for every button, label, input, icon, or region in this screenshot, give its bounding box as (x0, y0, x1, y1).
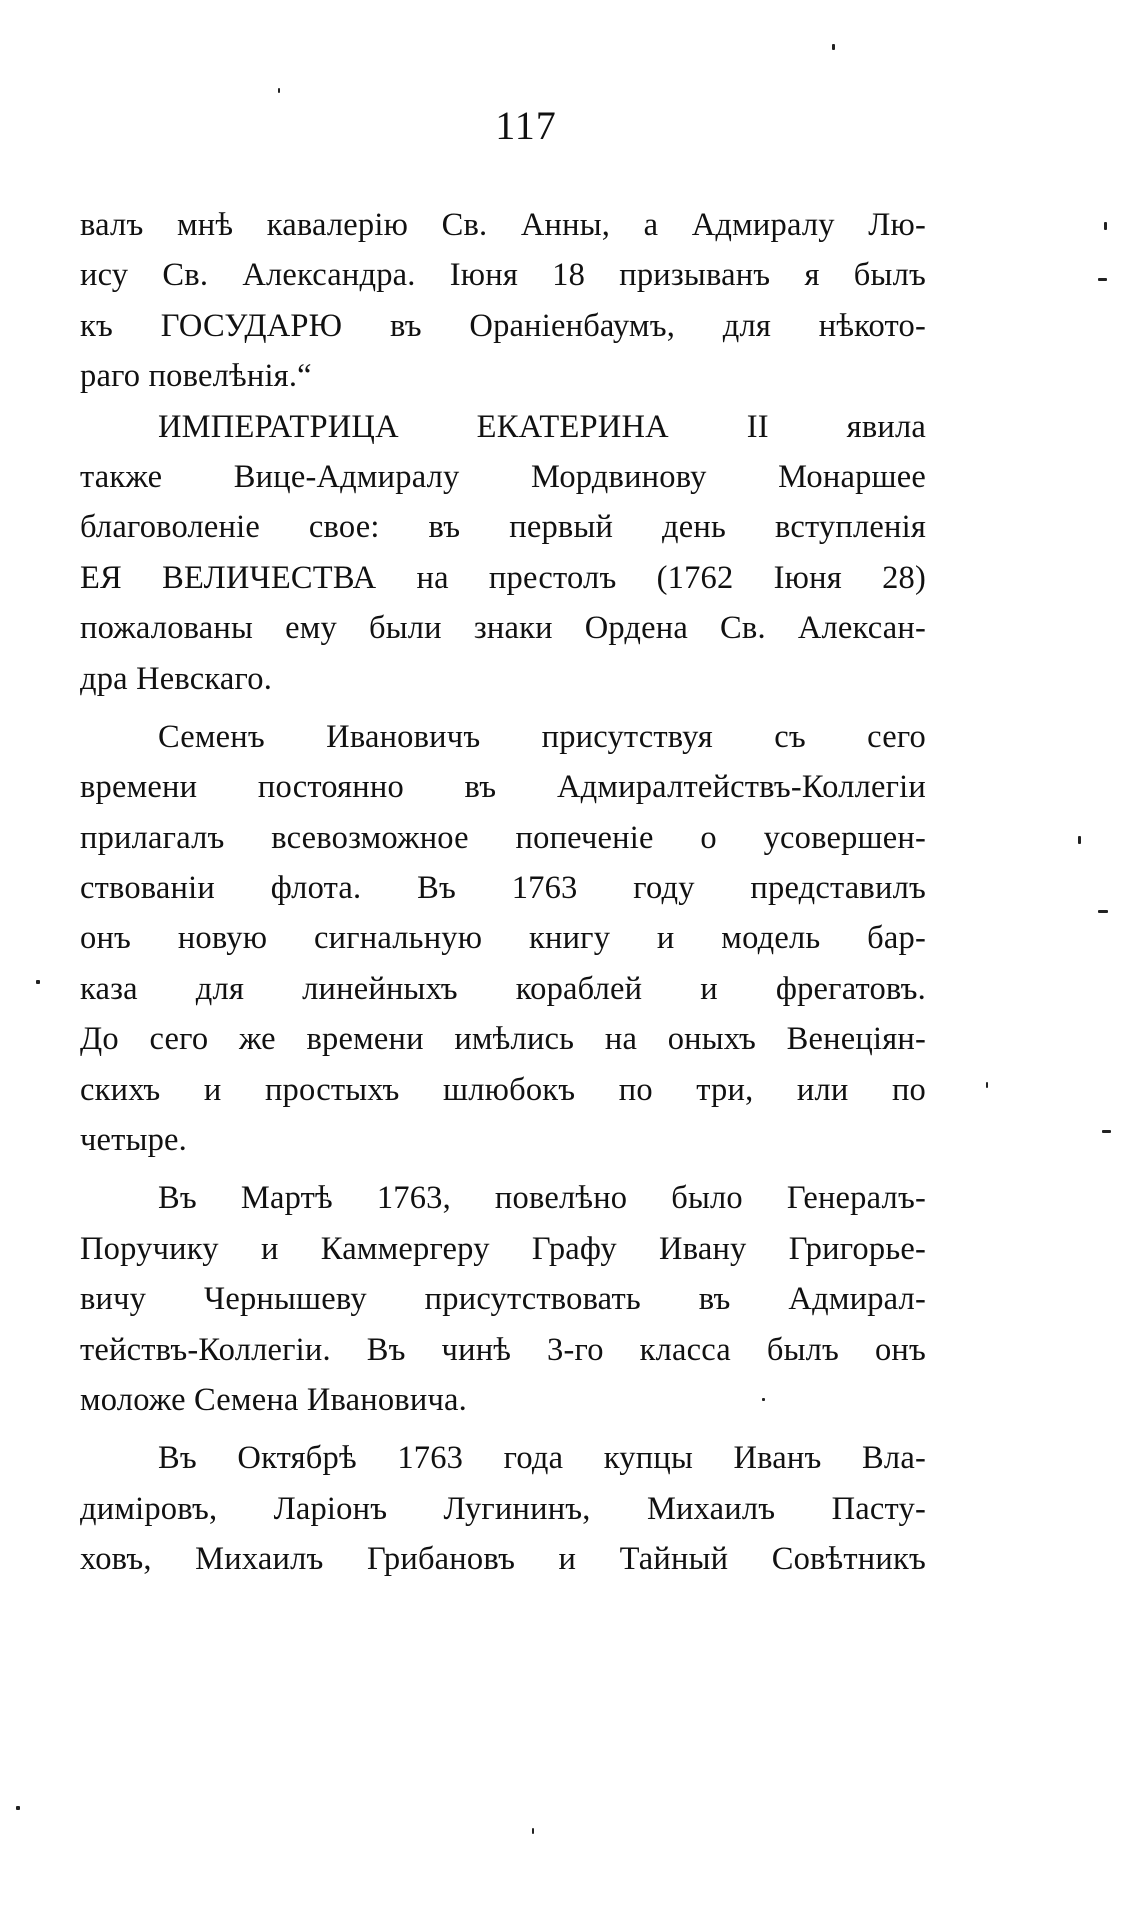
scan-speck (832, 44, 835, 50)
text-line: вичу Чернышеву присутствовать въ Адмирал- (80, 1281, 926, 1318)
text-line: времени постоянно въ Адмиралтействъ-Коллегіи (80, 769, 926, 806)
paragraph-gap (80, 704, 926, 712)
body-text (80, 200, 926, 1585)
text-line: ису Св. Александра. Іюня 18 призыванъ я былъ (80, 257, 926, 294)
text-line: къ ГОСУДАРЮ въ Ораніенбаумъ, для нѣкото- (80, 307, 926, 344)
text-line: моложе Семена Ивановича. (80, 1381, 467, 1418)
text-line: До сего же времени имѣлись на оныхъ Венеціян- (80, 1021, 926, 1058)
text-line: диміровъ, Ларіонъ Лугининъ, Михаилъ Пасту- (80, 1490, 926, 1527)
text-line: Поручику и Каммергеру Графу Ивану Григорье- (80, 1230, 926, 1267)
text-line: благоволеніе свое: въ первый день вступленія (80, 509, 926, 546)
text-line: Семенъ Ивановичъ присутствуя съ сего (158, 718, 926, 755)
scan-speck (1102, 1130, 1111, 1133)
text-line: тействъ-Коллегіи. Въ чинѣ 3-го класса былъ онъ (80, 1331, 926, 1368)
text-line: четыре. (80, 1122, 188, 1159)
text-line: каза для линейныхъ кораблей и фрегатовъ. (80, 970, 926, 1007)
paragraph-gap (80, 1165, 926, 1173)
scan-speck (1104, 222, 1107, 230)
text-line: Въ Мартѣ 1763, повелѣно было Генералъ- (158, 1180, 926, 1217)
text-line: пожалованы ему были знаки Ордена Св. Алексан- (80, 610, 926, 647)
scan-speck (36, 980, 40, 984)
scan-speck (762, 1398, 765, 1401)
text-line: ИМПЕРАТРИЦА ЕКАТЕРИНА II явила (158, 408, 926, 445)
text-line: валъ мнѣ кавалерію Св. Анны, а Адмиралу Лю- (80, 207, 926, 243)
scan-speck (16, 1806, 20, 1810)
text-line: также Вице-Адмиралу Мордвинову Монаршее (80, 458, 926, 495)
scan-speck (1098, 910, 1108, 913)
scan-speck (1098, 278, 1107, 281)
text-line: ЕЯ ВЕЛИЧЕСТВА на престолъ (1762 Іюня 28) (80, 559, 926, 596)
page-number: 117 (495, 103, 557, 148)
text-line: Въ Октябрѣ 1763 года купцы Иванъ Вла- (158, 1440, 926, 1477)
scan-speck (532, 1828, 534, 1834)
text-line: ховъ, Михаилъ Грибановъ и Тайный Совѣтникъ (80, 1541, 926, 1578)
text-line: дра Невскаго. (80, 660, 273, 697)
paragraph-gap (80, 1425, 926, 1433)
text-line: прилагалъ всевозможное попеченіе о усовершен- (80, 819, 926, 856)
text-line: скихъ и простыхъ шлюбокъ по три, или по (80, 1071, 926, 1108)
text-line: ствованіи флота. Въ 1763 году представилъ (80, 870, 926, 907)
text-line: онъ новую сигнальную книгу и модель бар- (80, 920, 926, 957)
text-line: раго повелѣнія.“ (80, 358, 312, 395)
scan-speck (278, 88, 280, 93)
scan-speck (986, 1082, 988, 1088)
scan-speck (1078, 836, 1081, 844)
